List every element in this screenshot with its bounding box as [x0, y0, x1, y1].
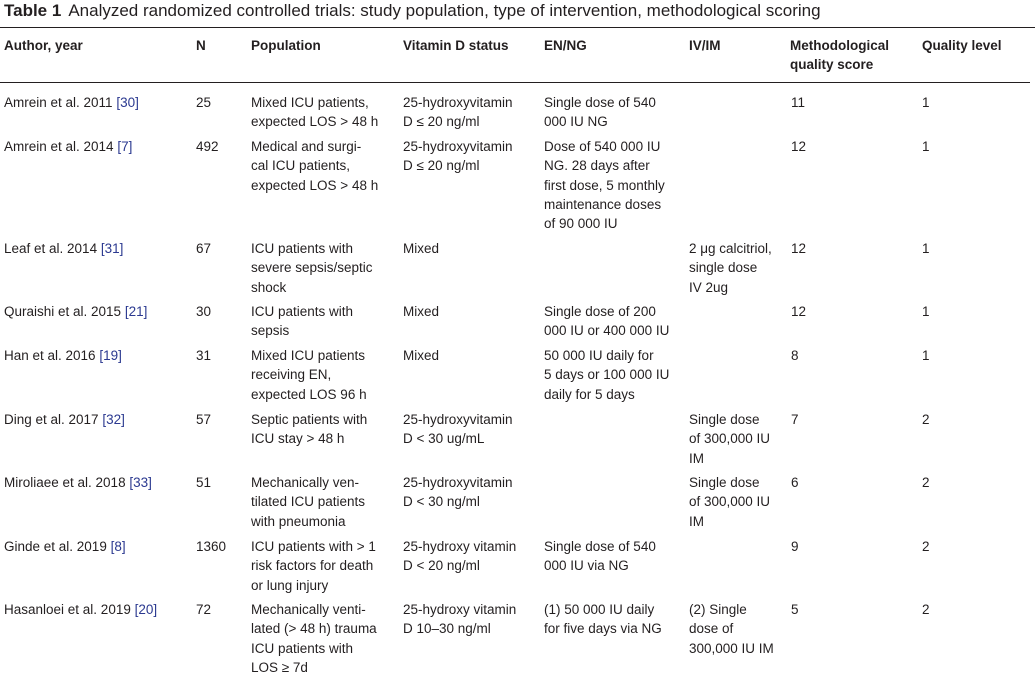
table-number: Table 1: [4, 1, 62, 20]
header-n: N: [196, 38, 206, 53]
population-cell: ICU patients with sepsis: [251, 304, 354, 339]
header-quality-level: Quality level: [922, 38, 1002, 53]
author-name: Miroliaee et al. 2018: [4, 475, 130, 490]
population-cell: Mechanically ven- tilated ICU patients with pneumonia: [251, 475, 366, 529]
author-year-cell: [4, 302, 147, 321]
quality-level-cell: 1: [922, 139, 930, 154]
author-name: Ginde et al. 2019: [4, 539, 111, 554]
en-ng-cell: Single dose of 540 000 IU via NG: [544, 539, 656, 574]
header-rule: [0, 82, 1030, 83]
citation-link[interactable]: [31]: [100, 241, 124, 256]
author-name: Quraishi et al. 2015: [4, 304, 125, 319]
en-ng-cell: Single dose of 540 000 IU NG: [544, 95, 656, 130]
sample-size-cell: 57: [196, 412, 212, 427]
author-name: Hasanloei et al. 2019: [4, 602, 135, 617]
vitamin-d-status-cell: Mixed: [403, 241, 440, 256]
vitamin-d-status-cell: 25-hydroxyvitamin D ≤ 20 ng/ml: [403, 139, 513, 174]
en-ng-cell: (1) 50 000 IU daily for five days via NG: [544, 602, 662, 637]
population-cell: Mechanically venti- lated (> 48 h) trauma ICU patients with LOS ≥ 7d: [251, 602, 377, 675]
quality-score-cell: 7: [791, 412, 799, 427]
citation-link[interactable]: [32]: [102, 412, 125, 427]
author-year-cell: [4, 137, 132, 156]
quality-score-cell: 12: [791, 139, 807, 154]
population-cell: ICU patients with > 1 risk factors for death or lung injury: [251, 539, 376, 593]
sample-size-cell: 25: [196, 95, 212, 110]
vitamin-d-status-cell: 25-hydroxyvitamin D ≤ 20 ng/ml: [403, 95, 513, 130]
sample-size-cell: 72: [196, 602, 212, 617]
iv-im-cell: Single dose of 300,000 IU IM: [689, 475, 771, 529]
header-population: Population: [251, 38, 321, 53]
sample-size-cell: 51: [196, 475, 212, 490]
quality-score-cell: 11: [791, 95, 806, 110]
author-name: Leaf et al. 2014: [4, 241, 101, 256]
quality-level-cell: 1: [922, 304, 930, 319]
sample-size-cell: 492: [196, 139, 219, 154]
header-en-ng: EN/NG: [544, 38, 587, 53]
vitamin-d-status-cell: 25-hydroxy vitamin D < 20 ng/ml: [403, 539, 517, 574]
quality-level-cell: 2: [922, 475, 930, 490]
quality-score-cell: 5: [791, 602, 799, 617]
sample-size-cell: 31: [196, 348, 212, 363]
author-name: Amrein et al. 2014: [4, 139, 118, 154]
vitamin-d-status-cell: Mixed: [403, 304, 440, 319]
citation-link[interactable]: [7]: [117, 139, 133, 154]
author-year-cell: [4, 410, 125, 429]
population-cell: ICU patients with severe sepsis/septic shock: [251, 241, 373, 295]
author-year-cell: [4, 346, 122, 365]
header-methodological-score: Methodological quality score: [790, 38, 889, 72]
iv-im-cell: 2 μg calcitriol, single dose IV 2ug: [689, 241, 772, 295]
population-cell: Medical and surgi- cal ICU patients, expected LOS > 48 h: [251, 139, 379, 193]
citation-link[interactable]: [19]: [99, 348, 122, 363]
sample-size-cell: 67: [196, 241, 212, 256]
citation-link[interactable]: [33]: [129, 475, 152, 490]
quality-level-cell: 2: [922, 602, 930, 617]
citation-link[interactable]: [20]: [134, 602, 158, 617]
quality-level-cell: 1: [922, 241, 930, 256]
vitamin-d-status-cell: 25-hydroxyvitamin D < 30 ug/mL: [403, 412, 513, 447]
author-year-cell: [4, 239, 123, 258]
table-title: Analyzed randomized controlled trials: study population, type of intervention, methodological scoring: [68, 1, 821, 20]
quality-score-cell: 12: [791, 241, 807, 256]
author-year-cell: [4, 537, 126, 556]
en-ng-cell: 50 000 IU daily for 5 days or 100 000 IU daily for 5 days: [544, 348, 670, 402]
sample-size-cell: 1360: [196, 539, 227, 554]
citation-link[interactable]: [8]: [110, 539, 126, 554]
vitamin-d-status-cell: 25-hydroxy vitamin D 10–30 ng/ml: [403, 602, 517, 637]
author-name: Amrein et al. 2011: [4, 95, 117, 110]
author-name: Han et al. 2016: [4, 348, 100, 363]
quality-score-cell: 9: [791, 539, 799, 554]
quality-score-cell: 8: [791, 348, 799, 363]
vitamin-d-status-cell: Mixed: [403, 348, 440, 363]
en-ng-cell: Dose of 540 000 IU NG. 28 days after first dose, 5 monthly maintenance doses of 90 000 IU: [544, 139, 665, 232]
vitamin-d-status-cell: 25-hydroxyvitamin D < 30 ng/ml: [403, 475, 513, 510]
citation-link[interactable]: [21]: [124, 304, 148, 319]
author-name: Ding et al. 2017: [4, 412, 103, 427]
author-year-cell: [4, 473, 152, 492]
header-author: Author, year: [4, 38, 83, 53]
quality-level-cell: 1: [922, 95, 930, 110]
top-rule: [0, 27, 1035, 28]
quality-score-cell: 6: [791, 475, 799, 490]
population-cell: Mixed ICU patients receiving EN, expected LOS 96 h: [251, 348, 367, 402]
header-vitamin-d-status: Vitamin D status: [403, 38, 509, 53]
quality-level-cell: 2: [922, 539, 930, 554]
citation-link[interactable]: [30]: [116, 95, 139, 110]
sample-size-cell: 30: [196, 304, 212, 319]
population-cell: Septic patients with ICU stay > 48 h: [251, 412, 368, 447]
author-year-cell: [4, 93, 139, 112]
population-cell: Mixed ICU patients, expected LOS > 48 h: [251, 95, 379, 130]
en-ng-cell: Single dose of 200 000 IU or 400 000 IU: [544, 304, 670, 339]
iv-im-cell: (2) Single dose of 300,000 IU IM: [689, 602, 774, 656]
header-iv-im: IV/IM: [689, 38, 721, 53]
quality-score-cell: 12: [791, 304, 807, 319]
iv-im-cell: Single dose of 300,000 IU IM: [689, 412, 771, 466]
quality-level-cell: 1: [922, 348, 930, 363]
table-caption: [4, 0, 821, 24]
author-year-cell: [4, 600, 157, 619]
quality-level-cell: 2: [922, 412, 930, 427]
